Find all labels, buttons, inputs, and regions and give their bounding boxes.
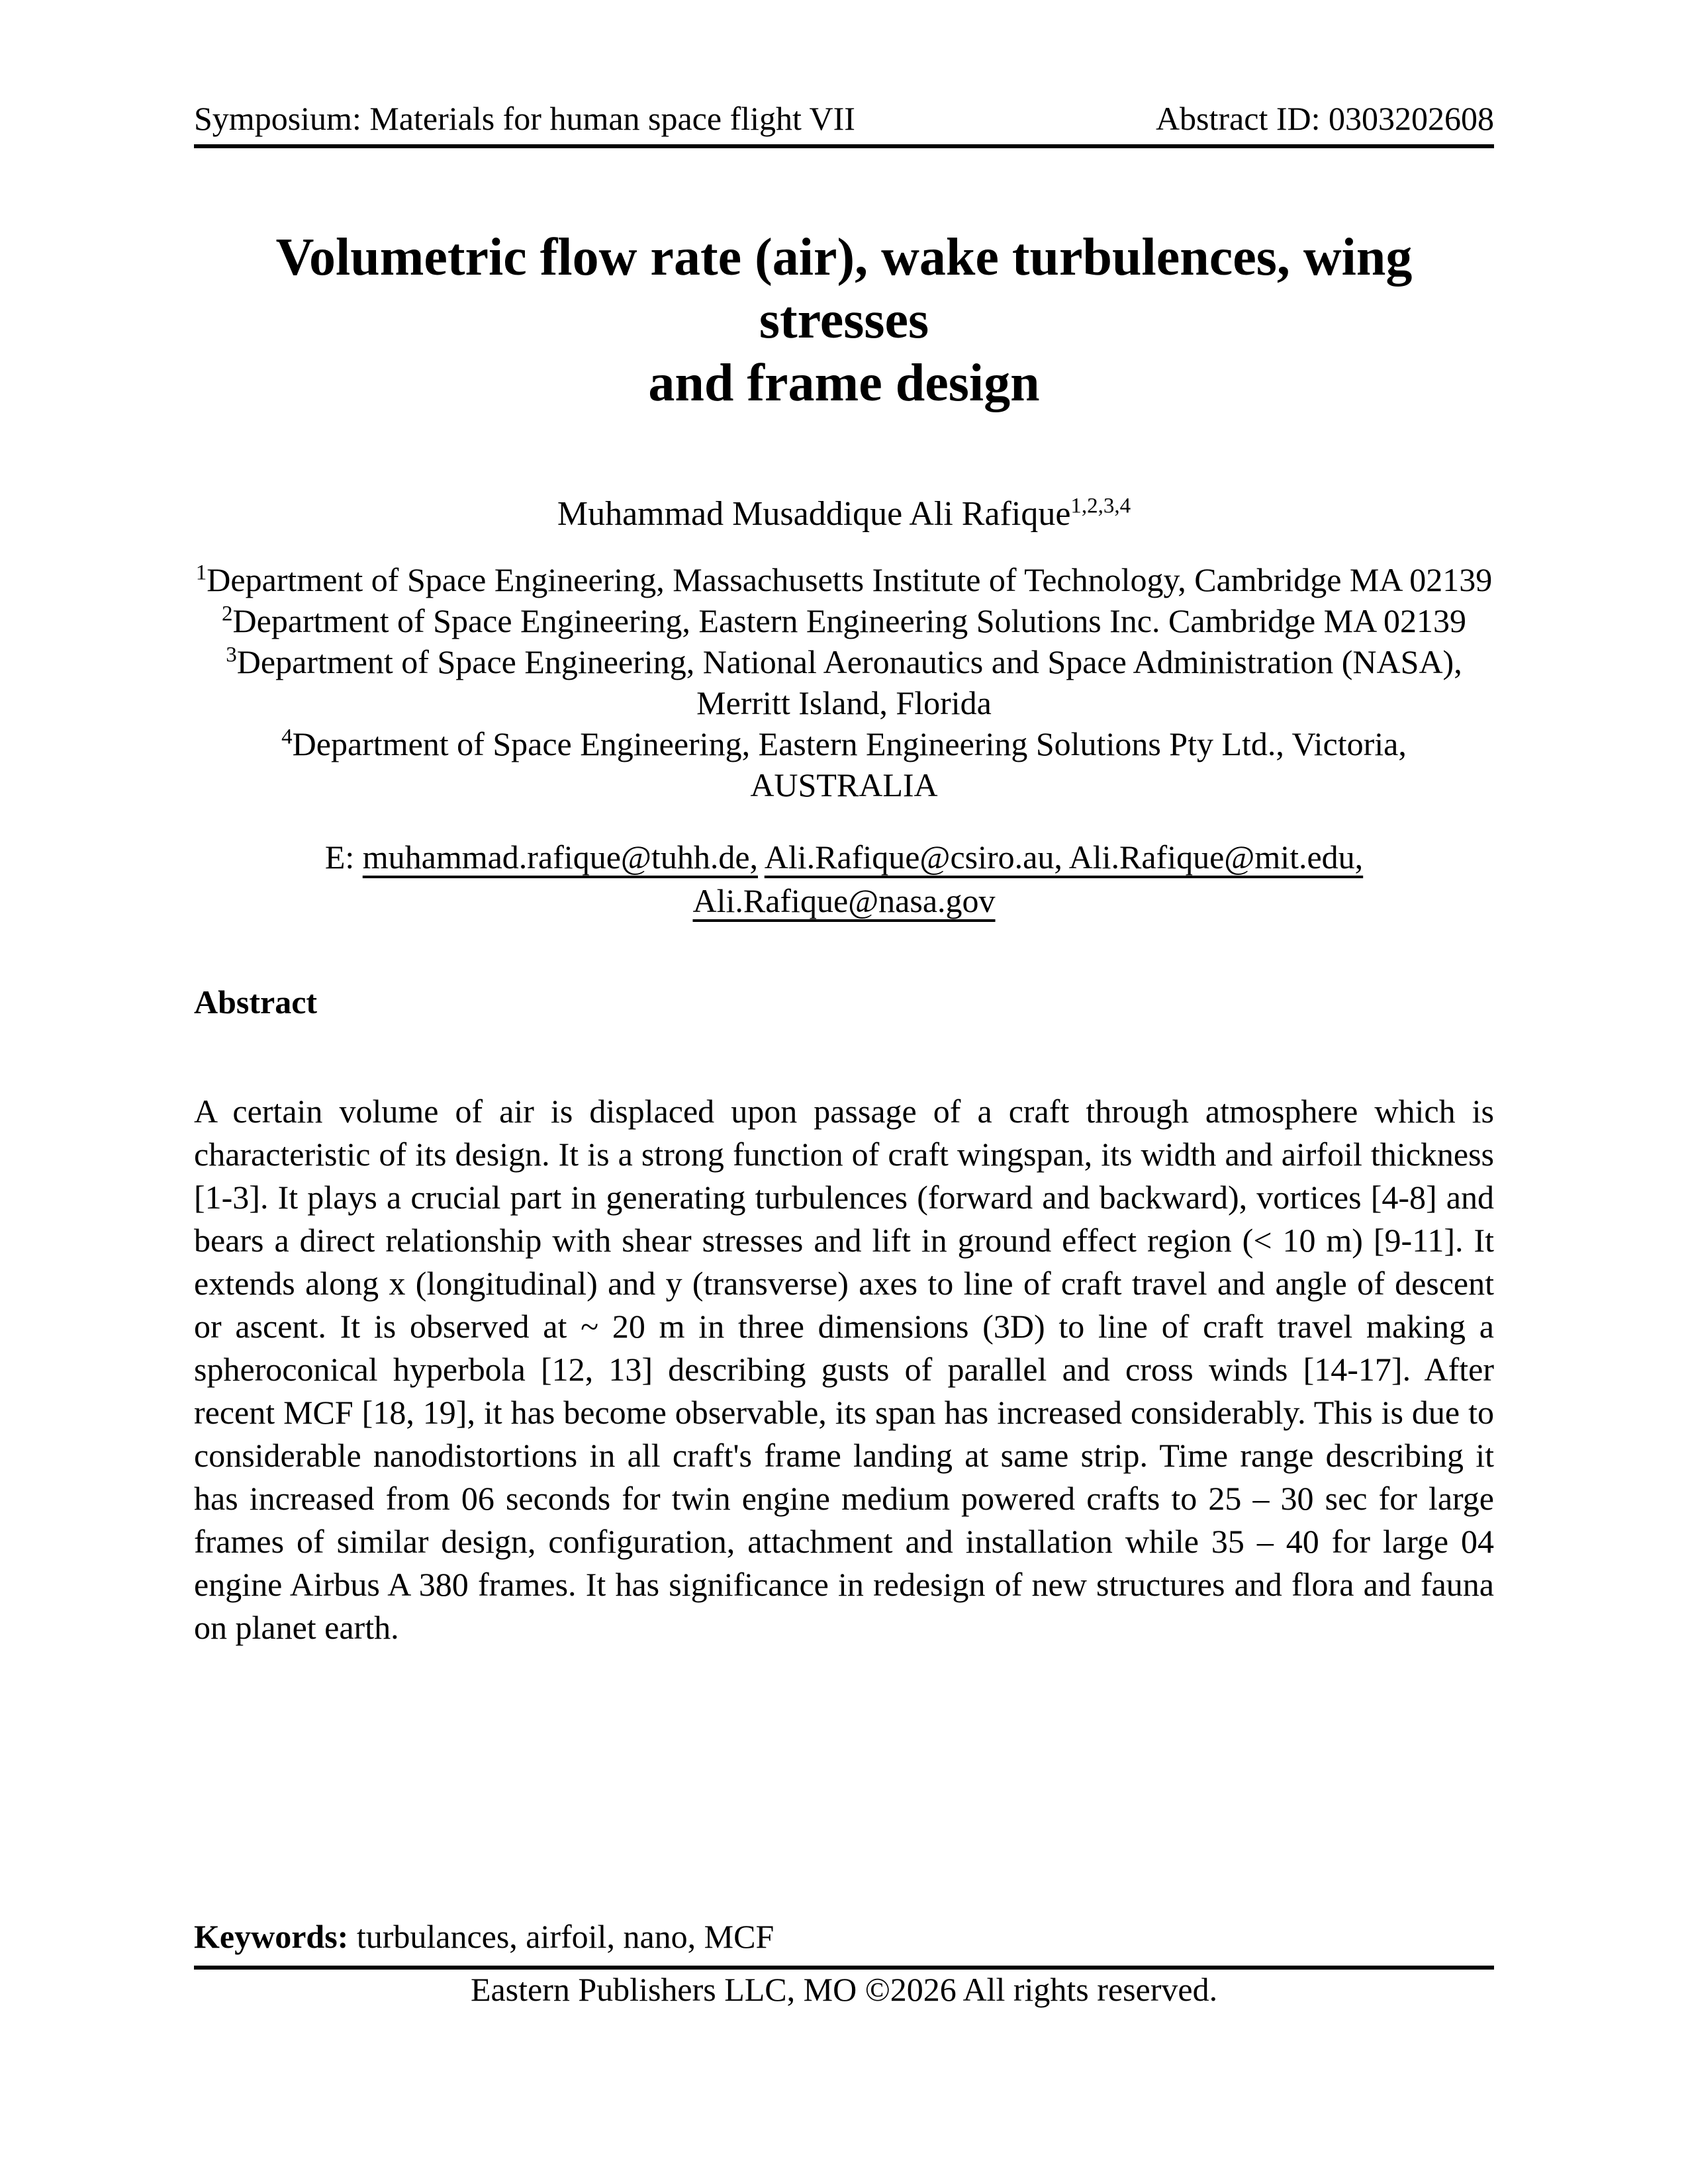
affiliation-entry: $^1$Department of Space Engineering, Massachusetts Institute of Technology, Cambridge MA 02139 xyxy=(195,561,1493,598)
affiliation-number: 2 xyxy=(222,602,233,626)
author-name: Muhammad Musaddique Ali Rafique xyxy=(557,495,1071,533)
email-link[interactable]: muhammad.rafique@tuhh.de, xyxy=(362,839,759,876)
affiliation-entry: $^3$Department of Space Engineering, National Aeronautics and Space Administration (NASA), Merritt Island, Florida xyxy=(226,643,1462,721)
affiliation-number: 4 xyxy=(281,725,293,749)
email-line xyxy=(194,835,1494,923)
paper-title xyxy=(194,226,1494,415)
abstract-body: A certain volume of air is displaced upon passage of a craft through atmosphere which is characteristic of its design. It is a strong function of craft wingspan, its width and airfoil thickness [1-3]. It plays a crucial part in generating turbulences (forward and backward), vortices [4-8] and bears a direct relationship with shear stresses and lift in ground effect region (< 10 m) [9-11]. It extends along x (longitudinal) and y (transverse) axes to line of craft travel and angle of descent or ascent. It is observed at ~ 20 m in three dimensions (3D) to line of craft travel making a spheroconical hyperbola [12, 13] describing gusts of parallel and cross winds [14-17]. After recent MCF [18, 19], it has become observable, its span has increased considerably. This is due to considerable nanodistortions in all craft's frame landing at same strip. Time range describing it has increased from 06 seconds for twin engine medium powered crafts to 25 – 30 sec for large frames of similar design, configuration, attachment and installation while 35 – 40 for large 04 engine Airbus A 380 frames. It has significance in redesign of new structures and flora and fauna on planet earth. xyxy=(194,1093,1494,1646)
page-bottom-block xyxy=(194,1918,1494,2008)
page-header xyxy=(194,99,1494,148)
header-abstract-id: Abstract ID: 0303202608 xyxy=(1155,100,1494,137)
abstract-heading: Abstract xyxy=(194,983,318,1021)
affiliation-number: 3 xyxy=(226,643,237,667)
author-line xyxy=(194,494,1494,534)
keywords-value: turbulances, airfoil, nano, MCF xyxy=(348,1918,774,1955)
author-affiliation-superscript: 1,2,3,4 xyxy=(1070,494,1131,518)
keywords-line xyxy=(194,1918,1494,1955)
paper-title-line-2: and frame design xyxy=(648,354,1040,412)
email-link[interactable]: Ali.Rafique@csiro.au, Ali.Rafique@mit.edu, xyxy=(764,839,1364,876)
affiliation-entry: $^4$Department of Space Engineering, Eastern Engineering Solutions Pty Ltd., Victoria, AUSTRALIA xyxy=(281,725,1407,803)
paper-title-line-1: Volumetric flow rate (air), wake turbulences, wing stresses xyxy=(275,228,1413,349)
email-link[interactable]: Ali.Rafique@nasa.gov xyxy=(692,882,996,919)
affiliation-entry: $^2$Department of Space Engineering, Eastern Engineering Solutions Inc. Cambridge MA 02139 xyxy=(222,602,1466,639)
footer-text: Eastern Publishers LLC, MO ©2026 All rights reserved. xyxy=(470,1971,1218,2008)
keywords-label: Keywords: xyxy=(194,1918,349,1955)
affiliation-number: 1 xyxy=(195,561,207,585)
header-symposium-label: Symposium: Materials for human space flight VII xyxy=(194,100,855,137)
affiliations-block xyxy=(194,559,1494,805)
email-prefix xyxy=(758,839,765,876)
email-prefix: E: xyxy=(324,839,363,876)
